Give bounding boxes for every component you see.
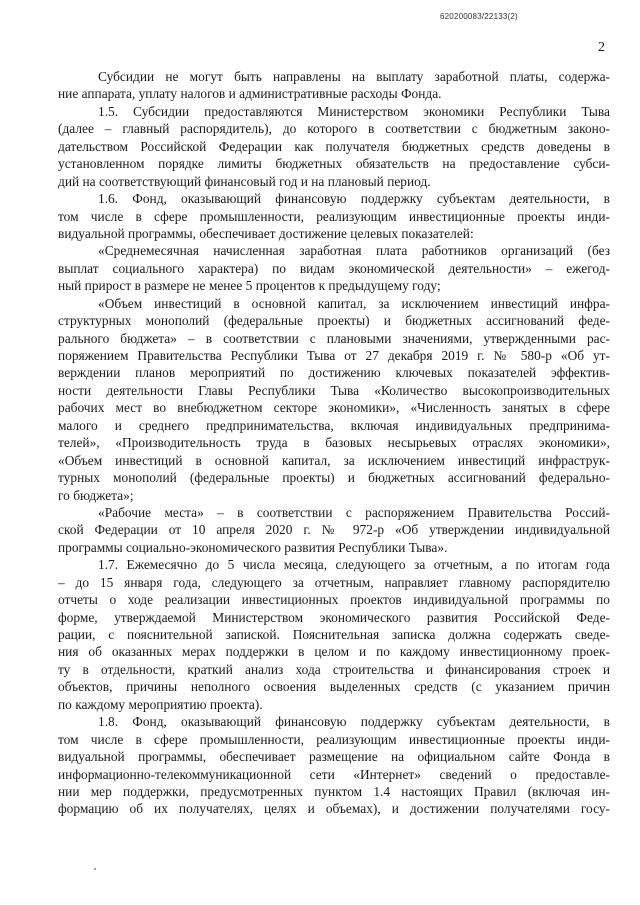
text-line: видуальной программы, обеспечивает достижение целевых показателей: <box>58 225 474 241</box>
text-line: том числе в сфере промышленности, реализующим инвестиционные проекты инди- <box>58 731 610 747</box>
text-line: «Объем инвестиций в основной капитал, за исключением инвестиций инфра- <box>98 295 610 311</box>
page-number: 2 <box>598 40 605 55</box>
text-line: ный прирост в размере не менее 5 процентов к предыдущему году; <box>58 278 441 294</box>
text-line: поряжением Правительства Республики Тыва от 27 декабря 2019 г. № 580-р «Об ут- <box>58 348 610 363</box>
text-line: нии мер поддержки, предусмотренных пунктом 1.4 настоящих Правил (включая ин- <box>58 783 610 799</box>
document-body <box>58 68 610 818</box>
text-line: видуальной программы, обеспечивает размещение на официальном сайте Фонда в <box>58 749 610 765</box>
text-line: «Рабочие места» – в соответствии с распоряжением Правительства Россий- <box>98 504 610 520</box>
text-line: телей», «Производительность труда в базовых несырьевых отраслях экономики», <box>58 435 610 451</box>
text-line: го бюджета»; <box>58 487 134 503</box>
text-line: турных монополий (федеральные проекты) и бюджетных ассигнований федерально- <box>58 470 610 486</box>
text-line: по каждому мероприятию проекта). <box>58 696 263 712</box>
text-line: формацию об их получателях, целях и объемах), и достижении получателями госу- <box>58 801 610 817</box>
text-line: ту в отдельности, краткий анализ хода строительства и финансирования строек и <box>58 661 610 677</box>
text-line: рации, с пояснительной запиской. Пояснительная записка должна содержать сведе- <box>58 627 610 642</box>
text-line: информационно-телекоммуникационной сети «Интернет» сведений о предоставле- <box>58 766 610 782</box>
text-line: ности деятельности Главы Республики Тыва «Количество высокопроизводительных <box>58 382 610 398</box>
paragraph-indicator-investment <box>58 295 610 504</box>
text-line: том числе в сфере промышленности, реализующим инвестиционные проекты инди- <box>58 208 610 224</box>
text-line: рального бюджета» – в соответствии с плановыми значениями, утвержденными рас- <box>58 330 610 346</box>
paragraph-indicator-jobs <box>58 504 610 556</box>
text-line: программы социально-экономического развития Республики Тыва». <box>58 539 448 555</box>
text-line: верждении планов мероприятий по достижению ключевых показателей эффектив- <box>58 365 610 381</box>
text-line: (далее – главный распорядитель), до которого в соответствии с бюджетным законо- <box>58 121 610 137</box>
text-line: ния об оказанных мерах поддержки в целом и по каждому инвестиционному проек- <box>58 644 610 660</box>
text-line: – до 15 января года, следующего за отчетным, направляет главному распорядителю <box>58 574 610 590</box>
text-line: отчеты о ходе реализации инвестиционных проектов индивидуальной программы по <box>58 592 610 608</box>
text-line: 1.7. Ежемесячно до 5 числа месяца, следующего за отчетным, а по итогам года <box>98 557 610 573</box>
paragraph-1-8 <box>58 713 610 818</box>
text-line: выплат социального характера) по видам экономической деятельности» – ежегод- <box>58 260 610 276</box>
paragraph-1-6 <box>58 190 610 242</box>
document-id: 620200083/22133(2) <box>440 12 518 21</box>
text-line: 1.8. Фонд, оказывающий финансовую поддержку субъектам деятельности, в <box>98 714 610 730</box>
text-line: дий на соответствующий финансовый год и на плановый период. <box>58 173 431 189</box>
text-line: 1.5. Субсидии предоставляются Министерством экономики Республики Тыва <box>98 103 610 119</box>
text-line: ние аппарата, уплату налогов и административные расходы Фонда. <box>58 86 442 102</box>
text-line: ской Федерации от 10 апреля 2020 г. № 972-р «Об утверждении индивидуальной <box>58 522 610 538</box>
text-line: малого и среднего предпринимательства, включая индивидуальных предпринима- <box>58 417 610 433</box>
text-line: форме, утверждаемой Министерством экономического развития Российской Феде- <box>58 609 610 625</box>
scan-artifact-dot <box>94 868 96 870</box>
paragraph-1-5 <box>58 103 610 190</box>
text-line: структурных монополий (федеральные проекты) и бюджетных ассигнований феде- <box>58 313 610 329</box>
text-line: объектов, причины неполного освоения выделенных средств (с указанием причин <box>58 679 610 695</box>
text-line: Субсидии не могут быть направлены на выплату заработной платы, содержа- <box>98 69 610 84</box>
paragraph-subsidy-restrictions <box>58 68 610 103</box>
text-line: «Объем инвестиций в основной капитал, за исключением инвестиций инфраструк- <box>58 452 610 468</box>
text-line: установленном порядке лимиты бюджетных обязательств на предоставление субси- <box>58 156 610 172</box>
text-line: дательством Российской Федерации как получателя бюджетных средств доведены в <box>58 138 610 154</box>
paragraph-1-7 <box>58 556 610 713</box>
paragraph-indicator-wages <box>58 242 610 294</box>
text-line: «Среднемесячная начисленная заработная плата работников организаций (без <box>98 243 610 259</box>
text-line: рабочих мест во внебюджетном секторе экономики», «Численность занятых в сфере <box>58 400 610 416</box>
text-line: 1.6. Фонд, оказывающий финансовую поддержку субъектам деятельности, в <box>98 191 610 207</box>
